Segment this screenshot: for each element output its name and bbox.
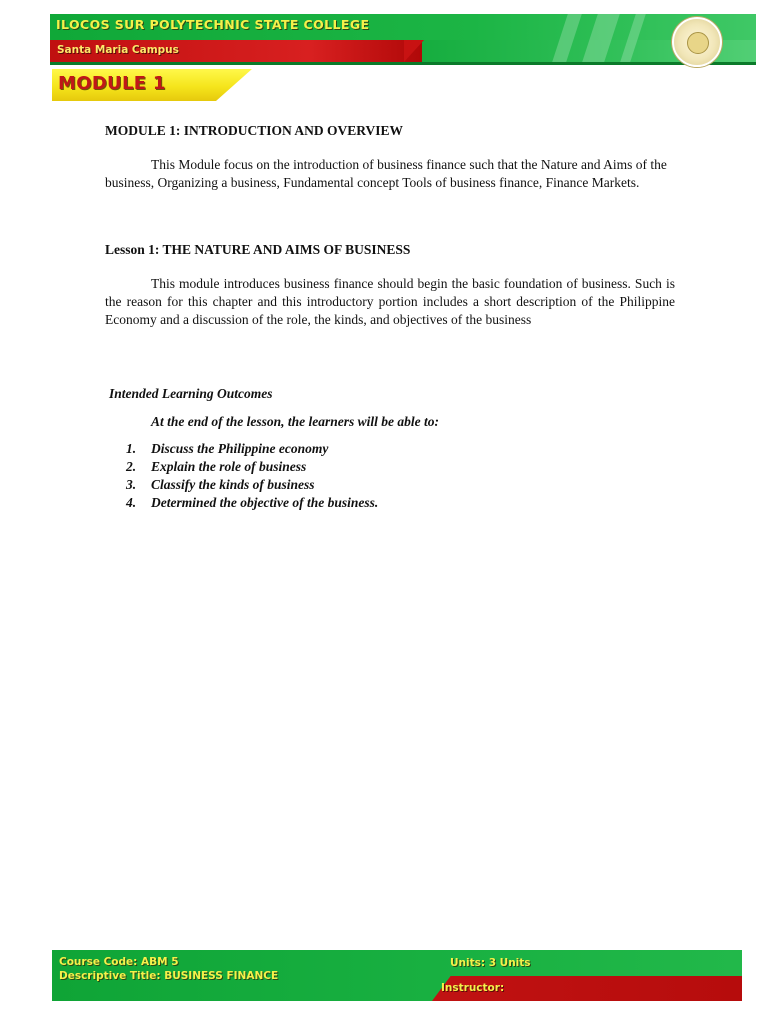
seal-emblem-icon xyxy=(687,32,709,54)
descriptive-title: Descriptive Title: BUSINESS FINANCE xyxy=(59,970,279,982)
list-item xyxy=(126,477,378,495)
module-intro-paragraph: This Module focus on the introduction of business finance such that the Nature and Aims of the business, Organizing a business, Fundamental concept Tools of business finance, Finance Markets. xyxy=(105,157,667,190)
list-item-text: Explain the role of business xyxy=(151,459,307,474)
college-name: ILOCOS SUR POLYTECHNIC STATE COLLEGE xyxy=(56,17,370,32)
list-item-text: Classify the kinds of business xyxy=(151,477,315,492)
header-red-tail xyxy=(404,40,424,62)
module-tab-label: MODULE 1 xyxy=(58,73,166,94)
list-item-number: 2. xyxy=(126,459,137,474)
lesson-heading: Lesson 1: THE NATURE AND AIMS OF BUSINESS xyxy=(105,242,411,257)
module-heading: MODULE 1: INTRODUCTION AND OVERVIEW xyxy=(105,123,404,138)
list-item-number: 4. xyxy=(126,495,137,510)
units: Units: 3 Units xyxy=(450,957,531,969)
outcomes-list xyxy=(126,441,378,513)
list-item-number: 3. xyxy=(126,477,137,492)
lesson-intro-paragraph: This module introduces business finance should begin the basic foundation of business. Such is the reason for this chapter and this introductory portion includes a short description of the Philippine Economy and a discussion of the role, the kinds, and objectives of the business xyxy=(105,276,675,327)
list-item xyxy=(126,495,378,513)
list-item-text: Discuss the Philippine economy xyxy=(151,441,329,456)
ilo-heading: Intended Learning Outcomes xyxy=(109,386,273,401)
instructor: Instructor: xyxy=(441,982,505,994)
list-item xyxy=(126,459,378,477)
campus-name: Santa Maria Campus xyxy=(57,44,179,56)
list-item-text: Determined the objective of the business. xyxy=(151,495,379,510)
ilo-intro: At the end of the lesson, the learners will be able to: xyxy=(151,414,440,429)
list-item xyxy=(126,441,378,459)
college-seal-logo xyxy=(672,17,722,67)
footer-bottom-edge xyxy=(52,1001,742,1005)
course-code: Course Code: ABM 5 xyxy=(59,956,179,968)
header-divider xyxy=(50,62,756,65)
list-item-number: 1. xyxy=(126,441,137,456)
